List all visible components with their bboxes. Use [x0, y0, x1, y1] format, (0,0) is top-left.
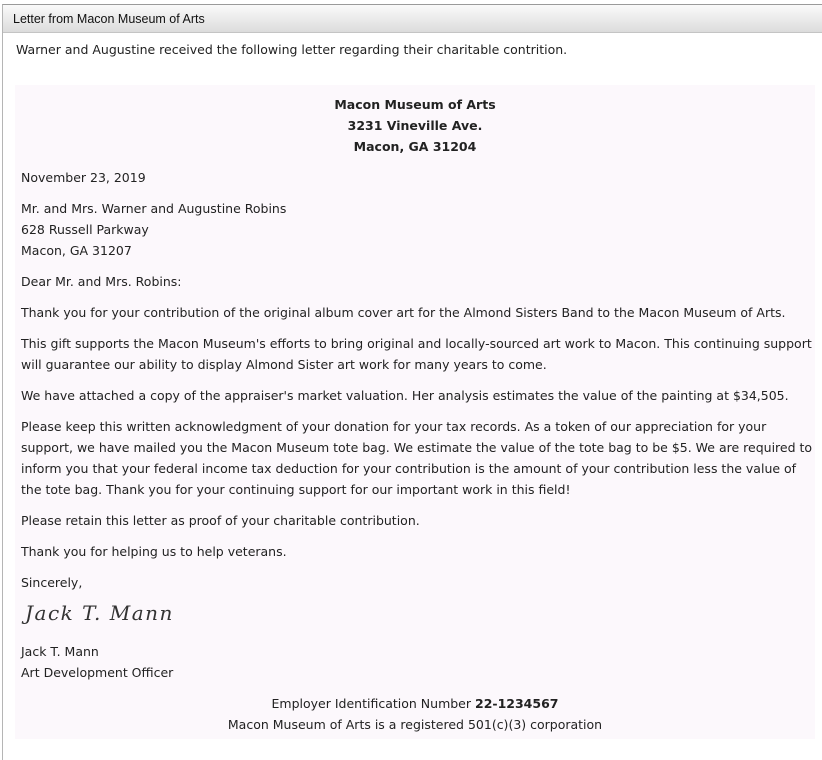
recipient-name: Mr. and Mrs. Warner and Augustine Robins: [21, 201, 287, 216]
paragraph-6: Thank you for helping us to help veterans.: [21, 544, 287, 559]
paragraph-4: Please keep this written acknowledgment of your donation for your tax records. As a token of our appreciation for your support, we have mailed you the Macon Museum tote bag. We estimate the value of the tote bag to be $5. We are required to inform you that your federal income tax deduction for your contribution is the amount of your contribution less the value of the tote bag. Thank you for your continuing support for our important work in this field!: [21, 419, 813, 497]
signer-title: Art Development Officer: [21, 665, 174, 680]
ein-line: [21, 693, 815, 714]
paragraph-5: Please retain this letter as proof of your charitable contribution.: [21, 513, 420, 528]
paragraph-1: Thank you for your contribution of the original album cover art for the Almond Sisters Band to the Macon Museum of Arts.: [21, 305, 786, 320]
handwritten-signature: Jack T. Mann: [25, 601, 174, 625]
paragraph-3: We have attached a copy of the appraiser's market valuation. Her analysis estimates the value of the painting at $34,505.: [21, 388, 789, 403]
intro-text: Warner and Augustine received the following letter regarding their charitable contrition.: [16, 42, 568, 57]
signer-name: Jack T. Mann: [21, 644, 99, 659]
recipient-street: 628 Russell Parkway: [21, 222, 149, 237]
letter-date: November 23, 2019: [21, 170, 146, 185]
org-city: Macon, GA 31204: [353, 139, 477, 154]
org-street: 3231 Vineville Ave.: [347, 118, 483, 133]
paragraph-2: This gift supports the Macon Museum's efforts to bring original and locally-sourced art work to Macon. This continuing support will guarantee our ability to display Almond Sister art work for many years to come.: [21, 336, 812, 372]
salutation: Dear Mr. and Mrs. Robins:: [21, 274, 182, 289]
closing: Sincerely,: [21, 575, 83, 590]
panel-title: Letter from Macon Museum of Arts: [13, 12, 205, 26]
ein-label: Employer Identification Number: [271, 696, 472, 711]
recipient-city: Macon, GA 31207: [21, 243, 132, 258]
letter-body: [15, 85, 815, 739]
letter-window: [2, 4, 822, 760]
org-name: Macon Museum of Arts: [334, 97, 496, 112]
panel-header: [3, 5, 822, 33]
ein-value: 22-1234567: [475, 696, 559, 711]
footer-note: Macon Museum of Arts is a registered 501(c)(3) corporation: [227, 717, 603, 732]
